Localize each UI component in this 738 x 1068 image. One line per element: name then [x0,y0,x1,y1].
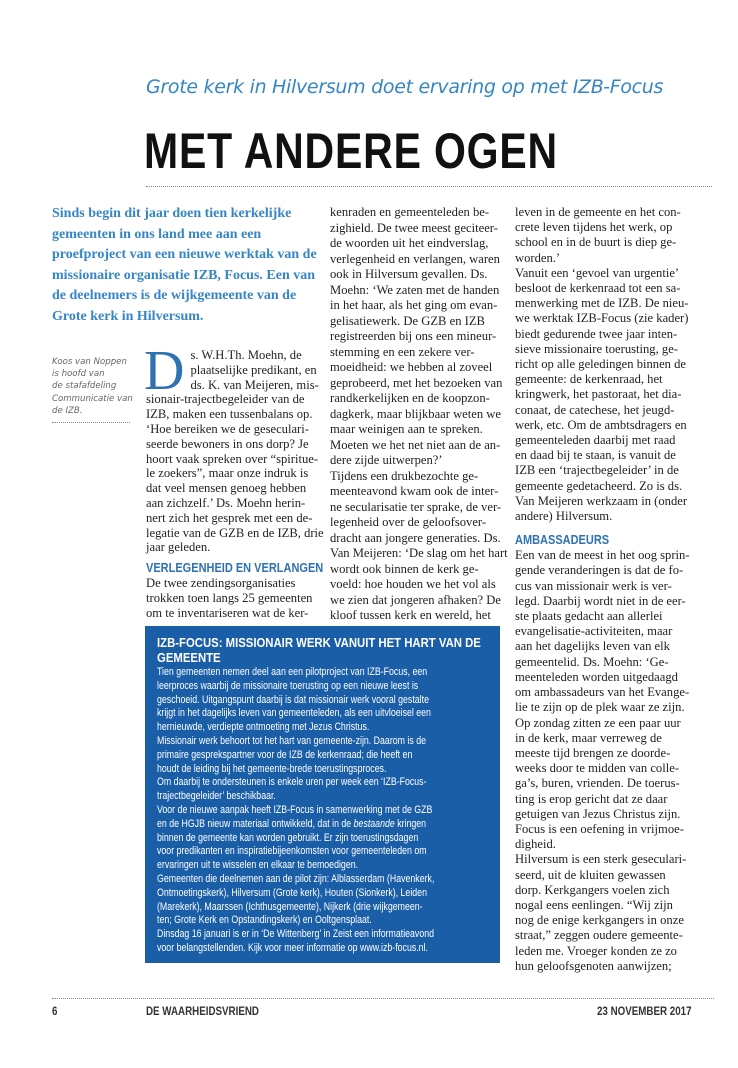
text-line: en daad bij te staan, is vanuit de [515,448,676,463]
text-line: Hilversum is een sterk geseculari- [515,852,687,867]
author-divider [52,422,130,423]
author-note-line: de stafafdeling [52,381,117,392]
text-line: ne secularisatie ter sprake, de ver- [330,499,502,514]
text-line: gemeenteleden daarbij met raad [515,433,676,448]
text-line: dracht aan jongere generaties. Ds. [330,530,501,545]
text-line: sieve missionaire toerusting, ge- [515,341,678,356]
text-line: straat,” zeggen oudere gemeente- [515,928,683,943]
info-box-body [157,666,477,956]
text-line: richt op alle geledingen binnen de [515,357,687,372]
text-line: kloof tussen kerk en wereld, het [330,608,491,622]
footer-divider [52,998,714,999]
text-line: geschoeid. Uitgangspunt daarbij is dat missionair werk vooral gestalte [157,693,429,706]
text-line: IZB een ‘trajectbegeleider’ in de [515,463,679,478]
text-line: gemeente: de kerkenraad, het [515,372,663,387]
text-line: Een van de meest in het oog sprin- [515,548,690,563]
text-line: weeks door te midden van colle- [515,761,680,776]
text-line: seerd, uit de kluiten gewassen [515,867,666,882]
text-line: legatie van de GZB en de IZB, drie [146,525,324,540]
text-line: dere zijde uitwerpen?’ [330,453,443,467]
text-line: voeld: hoe houden we het vol als [330,577,496,591]
text-line: Vanuit een ‘gevoel van urgentie’ [515,265,680,280]
emphasis: bestaande [353,817,395,830]
text-line: aan het dagelijks leven van elk [515,639,670,654]
text-line: voor belangstellenden. Kijk voor meer informatie op www.izb-focus.nl. [157,941,428,954]
text-line: hernieuwde, verdiepte ontmoeting met Jezus Christus. [157,721,370,734]
author-note-line: Communicatie van [52,393,133,404]
text-line: stemming en een zekere ver- [330,344,475,359]
text-line: verlegenheid en verlangen, waren [330,251,500,266]
text-line: dat veel mensen genoeg hebben [146,481,307,496]
page-number: 6 [52,1006,58,1018]
text-line: dagkerk, maar blijkbaar weten we [330,406,501,421]
text-line: meenteavond kwam ook de inter- [330,484,499,498]
text-line: Tijdens een drukbezochte ge- [330,468,479,483]
text-line: jaar geleden. [146,540,211,555]
publication-name: DE WAARHEIDSVRIEND [146,1006,259,1018]
text-line: om ambassadeurs van het Evange- [515,685,690,700]
body-column-2 [330,205,510,624]
subheading: AMBASSADEURS [515,533,610,548]
text-line: Moehn: ‘We zaten met de handen [330,282,500,297]
text-line: ten; Grote Kerk en Opstandingskerk) en Ooltgensplaat. [157,914,372,927]
text-line: leven in de gemeente en het con- [515,205,681,219]
text-line: ga’s, buren, vrienden. De toerus- [515,776,680,791]
text-line: plaatselijke predikant, en [190,362,317,377]
text-line: Om daarbij te ondersteunen is enkele uren per week een ‘IZB-Focus- [157,776,427,789]
text-line: IZB, maken een tussenbalans op. [146,407,313,422]
text-line: lie te zijn op de plek waar ze zijn. [515,700,685,715]
subheading: VERLEGENHEID EN VERLANGEN [146,561,324,576]
text-line: ook in Hilversum gevallen. Ds. [330,267,488,281]
text-line: cus van missionair werk is ver- [515,578,672,593]
text-line: ervaringen uit te wisselen en elkaar te bemoedigen. [157,859,359,872]
text-line: randkerkelijken en de koopzon- [330,391,490,405]
text-line: hoort vaak spreken over “spiritue- [146,451,319,466]
author-note [52,356,134,417]
text-line: zighield. De twee meest geciteer- [330,220,498,235]
text-line: Tien gemeenten nemen deel aan een pilotproject van IZB-Focus, een [157,666,428,678]
text-line: (Marekerk), Maarssen (Ichthusgemeente), Nijkerk (drie wijkgemeen- [157,900,423,913]
text-line: werk, etc. Om de ambtsdragers en [515,417,687,432]
text-line: registreerden bij ons een mineur- [330,329,497,343]
text-line: Dinsdag 16 januari is er in ‘De Wittenberg’ in Zeist een informatieavond [157,928,435,941]
text-line: andere) Hilversum. [515,509,613,524]
text-line: legenheid over de geloofsover- [330,515,487,529]
text-line: Focus is een oefening in vrijmoe- [515,821,684,836]
text-line: hun geloofsgenoten aanwijzen; [515,958,672,973]
text-line: Ontmoetingskerk), Hilversum (Grote kerk), Houten (Sionkerk), Leiden [157,886,427,899]
text-line: dorp. Kerkgangers voelen zich [515,882,670,897]
issue-date: 23 NOVEMBER 2017 [597,1006,692,1018]
text-line: Moeten we het net niet aan de an- [330,437,501,452]
text-line: maar weinigen aan te spreken. [330,422,483,436]
text-line: crete leven tijdens het werk, op [515,220,673,235]
text-line: Missionair werk behoort tot het hart van gemeente-zijn. Daarom is de [157,734,427,747]
text-line: en de HGJB nieuw materiaal ontwikkeld, dat in de bestaande kringen [157,817,427,830]
text-line: evangelisatie-activiteiten, maar [515,624,673,639]
text-line: leerproces waarbij de missionaire toerusting op een nieuwe leest is [157,679,419,692]
text-line: kringwerk, het pastoraat, het dia- [515,387,682,402]
author-note-line: Koos van Noppen [52,357,127,367]
text-line: trokken toen langs 25 gemeenten [146,590,313,605]
text-line: kenraden en gemeenteleden be- [330,205,490,219]
text-line: worden.’ [515,250,561,265]
text-line: school en in de buurt is diep ge- [515,235,677,250]
text-line: Op zondag zitten ze een paar uur [515,715,681,730]
text-line: De twee zendingsorganisaties [146,576,296,591]
text-line: aan zichzelf.’ Ds. Moehn herin- [146,495,306,510]
text-line: wordt ook binnen de kerk ge- [330,561,479,576]
text-line: krijgt in het dagelijks leven van gemeenteleden, als een uitvloeisel een [157,707,431,720]
article-title: MET ANDERE OGEN [144,123,558,179]
text-line: nog de enige kerkgangers in onze [515,913,684,928]
text-line: getuigen van Jezus Christus zijn. [515,806,681,821]
text-line: we zien dat jongeren afhaken? De [330,592,501,607]
text-line: in de kerk, maar verreweg de [515,730,662,745]
text-line: digheid. [515,837,556,852]
text-line: meeste tijd brengen ze doorde- [515,745,671,760]
text-line: de woorden uit het eindverslag, [330,236,489,250]
text-line: le zoekers”, maar onze indruk is [146,466,309,481]
text-line: ds. K. van Meijeren, mis- [190,377,319,392]
text-line: ting is erop gericht dat ze daar [515,791,668,806]
text-line: trajectbegeleider’ beschikbaar. [157,790,276,803]
drop-cap: D [144,340,185,402]
text-line: meenteleden worden uitgedaagd [515,669,678,684]
text-line: legd. Daarbij wordt niet in de eer- [515,593,686,608]
title-divider [146,186,712,187]
text-line: Van Meijeren: ‘De slag om het hart [330,546,508,560]
text-line: geprobeerd, met het bezoeken van [330,375,503,390]
body-column-3 [515,205,710,974]
text-line: Van Meijeren werkzaam in (onder [515,493,688,508]
text-line: conaat, de catechese, het jeugd- [515,402,675,417]
author-note-line: is hoofd van [52,369,105,380]
text-line: gemeente gedetacheerd. Zo is ds. [515,478,683,493]
text-line: we werktak IZB-Focus (zie kader) [515,311,689,326]
text-line: Voor de nieuwe aanpak heeft IZB-Focus in samenwerking met de GZB [157,803,433,816]
text-line: sionair-trajectbegeleider van de [146,392,305,407]
text-line: nert zich het gesprek met een de- [146,510,313,525]
info-box-title: IZB-FOCUS: MISSIONAIR WERK VANUIT HET HART VAN DE GEMEENTE [157,636,481,665]
text-line: gende veranderingen is dat de fo- [515,563,684,578]
text-line: ste plaats gedacht aan allerlei [515,609,663,624]
text-line: houdt de leiding bij het gemeente-brede toerustingsproces. [157,762,387,775]
text-line: besloot de kerkenraad tot een sa- [515,281,681,296]
text-line: gemeentelid. Ds. Moehn: ‘Ge- [515,654,669,669]
text-line: seerde bewoners in ons dorp? Je [146,436,309,451]
text-line: nogal eens eenlingen. “Wij zijn [515,897,673,912]
text-line: ‘Hoe bereiken we de geseculari- [146,421,309,436]
lead-paragraph: Sinds begin dit jaar doen tien kerkelijke gemeenten in ons land mee aan een proefproject van een nieuwe werktak van de missionaire organisatie IZB, Focus. Een van de deelnemers is de wijkgemeente van de Grote kerk in Hilversum. [52,206,317,324]
info-box [145,626,500,963]
text-line: moeidheid: we hebben al zoveel [330,360,493,374]
text-line: binnen de gemeente kan worden gebruikt. Er zijn toerustingsdagen [157,831,419,844]
text-line: Gemeenten die deelnemen aan de pilot zijn: Alblasserdam (Havenkerk, [157,872,435,885]
text-line: menwerking met de IZB. De nieu- [515,296,689,311]
text-line: gelisatiewerk. De GZB en IZB [330,313,485,328]
text-line: s. W.H.Th. Moehn, de [190,348,302,362]
text-line: om te inventariseren wat de ker- [146,605,309,620]
body-column-1 [144,340,324,621]
article-kicker: Grote kerk in Hilversum doet ervaring op met IZB-Focus [146,76,664,98]
text-line: leden me. Vroeger konden ze zo [515,943,677,958]
text-line: primaire gesprekspartner voor de IZB de kerkenraad; die heeft en [157,748,413,761]
text-line: biedt gedurende twee jaar inten- [515,326,678,341]
text-line: voor predikanten en inspiratiebijeenkomsten voor gemeenteleden om [157,845,427,858]
author-note-line: de IZB. [52,405,83,416]
text-line: in het haar, als het ging om evan- [330,298,498,312]
